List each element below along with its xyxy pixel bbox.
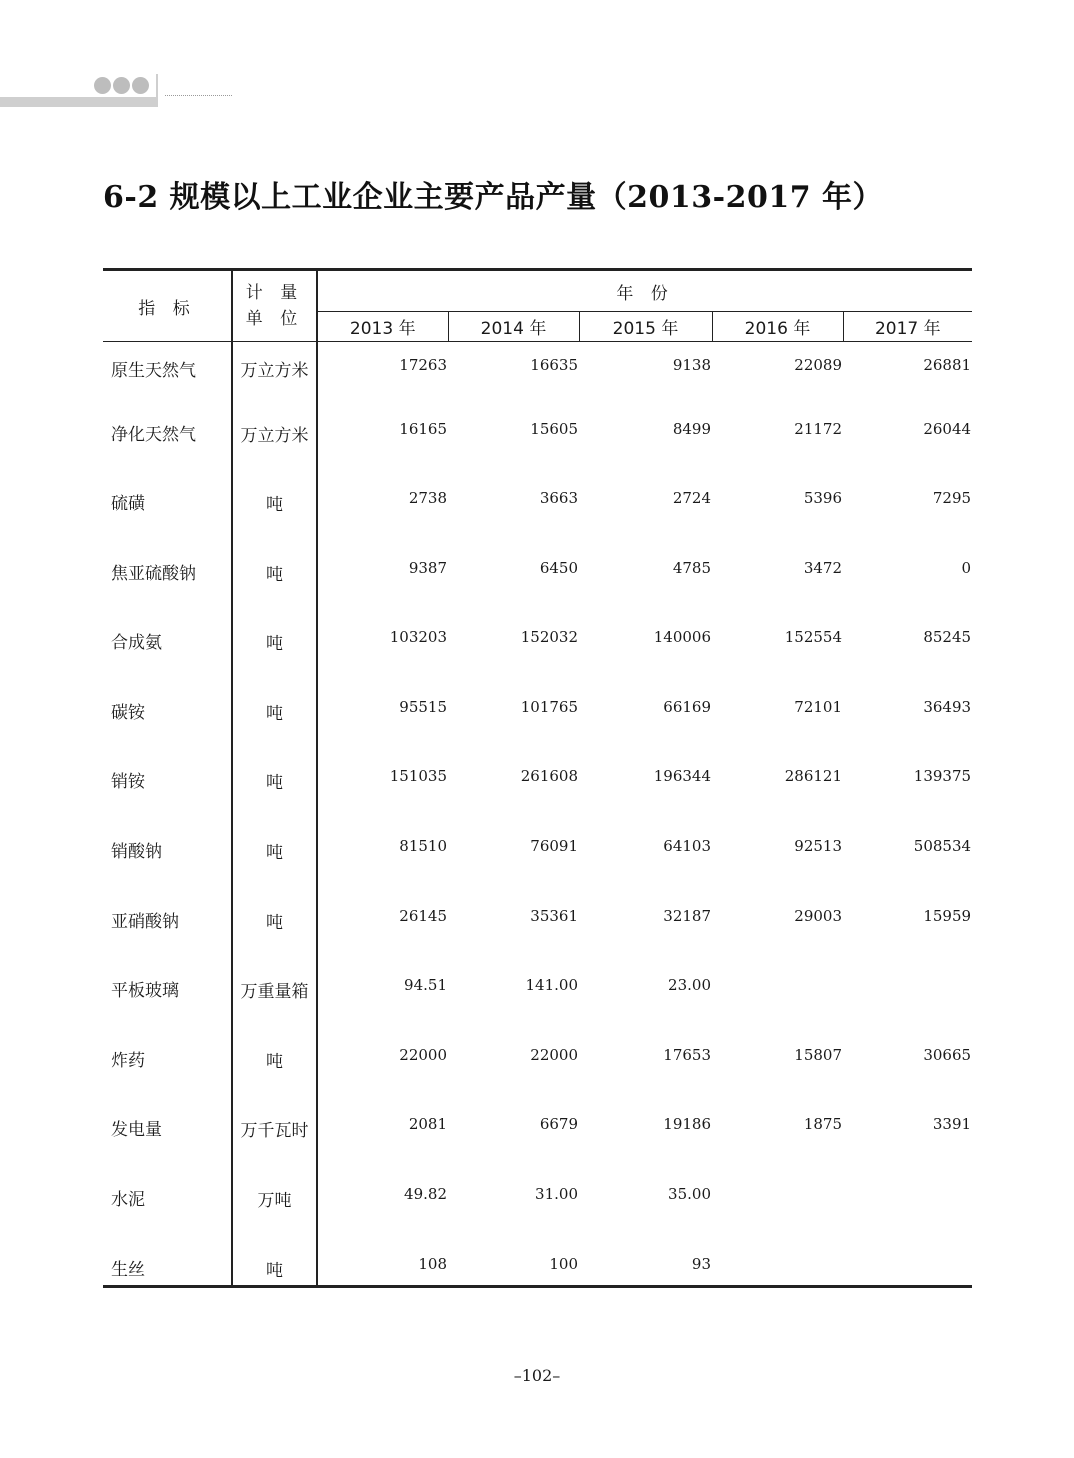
header-year-2013: 2013 年 [317, 312, 448, 342]
row-value: 2738 [408, 489, 447, 508]
row-value: 103203 [389, 628, 447, 647]
row-value: 93 [691, 1254, 711, 1273]
row-value: 66169 [663, 697, 711, 716]
row-value: 23.00 [668, 976, 711, 995]
row-value: 108 [418, 1254, 447, 1273]
header-year-2014: 2014 年 [448, 312, 579, 342]
row-indicator-name: 生丝 [103, 1235, 232, 1287]
row-value: 100 [549, 1254, 578, 1273]
row-value: 3472 [803, 558, 842, 577]
table-row [103, 1026, 972, 1096]
row-unit: 万立方米 [232, 342, 317, 400]
row-value [712, 956, 843, 1026]
row-unit: 吨 [232, 678, 317, 748]
row-value: 152032 [520, 628, 578, 647]
row-value: 92513 [794, 837, 842, 856]
row-value: 30665 [923, 1045, 972, 1064]
header-year-2016: 2016 年 [712, 312, 843, 342]
row-value: 35361 [530, 906, 578, 925]
row-value: 17263 [399, 356, 447, 374]
table-row [103, 608, 972, 678]
row-value: 94.51 [404, 976, 447, 995]
row-value: 15807 [794, 1045, 842, 1064]
row-value: 85245 [923, 628, 972, 647]
row-indicator-name: 碳铵 [103, 678, 232, 748]
row-value: 19186 [663, 1115, 711, 1134]
header-decoration-bar [0, 97, 156, 107]
row-unit: 吨 [232, 608, 317, 678]
row-value [843, 1165, 972, 1235]
row-unit: 吨 [232, 887, 317, 957]
row-value: 64103 [663, 837, 711, 856]
table-row [103, 817, 972, 887]
product-output-table [103, 268, 972, 1288]
row-value [843, 1235, 972, 1287]
row-value: 76091 [530, 837, 578, 856]
row-indicator-name: 销铵 [103, 747, 232, 817]
row-value: 17653 [663, 1045, 711, 1064]
row-value: 2724 [672, 489, 711, 508]
row-value: 2081 [408, 1115, 447, 1134]
row-indicator-name: 焦亚硫酸钠 [103, 539, 232, 609]
header-year-2015: 2015 年 [579, 312, 712, 342]
header-dot-icon [132, 77, 149, 94]
table-row [103, 539, 972, 609]
row-value: 22089 [794, 356, 842, 374]
row-value: 3663 [539, 489, 578, 508]
row-unit: 吨 [232, 1235, 317, 1287]
row-value: 7295 [932, 489, 972, 508]
header-unit-line2: 单 位 [245, 309, 304, 329]
row-value: 29003 [794, 906, 842, 925]
row-value: 72101 [794, 697, 842, 716]
row-value: 101765 [520, 697, 578, 716]
row-value: 15959 [923, 906, 972, 925]
row-value: 8499 [672, 419, 711, 438]
row-value: 26881 [923, 356, 972, 374]
header-year-2017: 2017 年 [843, 312, 972, 342]
table-row [103, 342, 972, 400]
row-unit: 万重量箱 [232, 956, 317, 1026]
page-title: 6-2 规模以上工业企业主要产品产量（2013-2017 年） [103, 180, 884, 215]
row-unit: 吨 [232, 1026, 317, 1096]
row-value: 4785 [672, 558, 711, 577]
table-row [103, 956, 972, 1026]
row-value: 9138 [672, 356, 711, 374]
row-unit: 万千瓦时 [232, 1095, 317, 1165]
row-value: 35.00 [668, 1185, 711, 1204]
table-row [103, 887, 972, 957]
row-value: 49.82 [404, 1185, 447, 1204]
row-indicator-name: 水泥 [103, 1165, 232, 1235]
row-indicator-name: 亚硝酸钠 [103, 887, 232, 957]
table-body [103, 342, 972, 1287]
header-unit-line1: 计 量 [245, 283, 304, 303]
row-value: 81510 [399, 837, 447, 856]
row-unit: 吨 [232, 817, 317, 887]
row-value: 95515 [399, 697, 447, 716]
row-value: 152554 [784, 628, 842, 647]
row-value: 16165 [399, 419, 447, 438]
row-value: 1875 [803, 1115, 842, 1134]
row-value: 508534 [913, 837, 972, 856]
row-value: 141.00 [525, 976, 578, 995]
table-row [103, 678, 972, 748]
table-row [103, 1235, 972, 1287]
row-value: 22000 [530, 1045, 578, 1064]
table-row [103, 747, 972, 817]
page-number: –102– [513, 1366, 561, 1385]
row-value: 0 [961, 558, 972, 577]
row-value: 6450 [539, 558, 578, 577]
row-value: 151035 [389, 767, 447, 786]
row-value: 36493 [923, 697, 972, 716]
row-value: 196344 [653, 767, 711, 786]
row-unit: 万立方米 [232, 400, 317, 470]
row-value: 5396 [803, 489, 842, 508]
row-indicator-name: 销酸钠 [103, 817, 232, 887]
row-value: 21172 [794, 419, 842, 438]
header-divider [156, 74, 158, 107]
row-value: 139375 [913, 767, 972, 786]
header-year: 年 份 [317, 270, 972, 312]
row-value: 26145 [399, 906, 447, 925]
row-value: 16635 [530, 356, 578, 374]
row-unit: 吨 [232, 747, 317, 817]
row-value: 261608 [520, 767, 578, 786]
row-unit: 吨 [232, 469, 317, 539]
row-value: 26044 [923, 419, 972, 438]
header-dotted-rule [165, 95, 232, 96]
row-indicator-name: 平板玻璃 [103, 956, 232, 1026]
table-row [103, 1165, 972, 1235]
row-indicator-name: 硫磺 [103, 469, 232, 539]
row-indicator-name: 炸药 [103, 1026, 232, 1096]
row-value: 286121 [784, 767, 842, 786]
row-value [712, 1235, 843, 1287]
table-row [103, 400, 972, 470]
row-indicator-name: 净化天然气 [103, 400, 232, 470]
row-value: 22000 [399, 1045, 447, 1064]
row-value: 3391 [932, 1115, 972, 1134]
row-indicator-name: 合成氨 [103, 608, 232, 678]
row-value: 31.00 [535, 1185, 578, 1204]
row-value: 9387 [408, 558, 447, 577]
table-row [103, 1095, 972, 1165]
row-value [843, 956, 972, 1026]
row-value: 15605 [530, 419, 578, 438]
header-indicator: 指 标 [103, 270, 232, 342]
row-value: 32187 [663, 906, 711, 925]
row-unit: 吨 [232, 539, 317, 609]
header-unit [232, 270, 317, 342]
row-unit: 万吨 [232, 1165, 317, 1235]
row-value: 6679 [539, 1115, 578, 1134]
table-row [103, 469, 972, 539]
row-indicator-name: 发电量 [103, 1095, 232, 1165]
row-value: 140006 [653, 628, 711, 647]
header-dot-icon [94, 77, 111, 94]
header-dot-icon [113, 77, 130, 94]
row-indicator-name: 原生天然气 [103, 342, 232, 400]
row-value [712, 1165, 843, 1235]
